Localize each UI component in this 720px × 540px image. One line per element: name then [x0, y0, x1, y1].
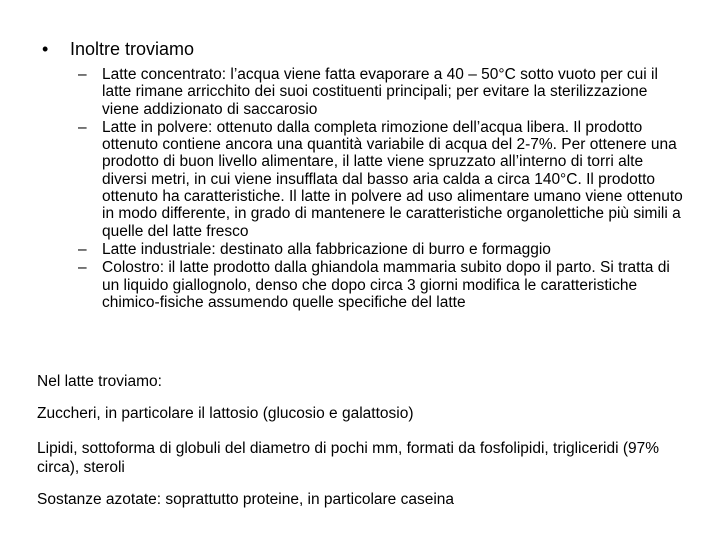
list-item-colostro [78, 259, 688, 311]
heading-text: Inoltre troviamo [70, 39, 195, 59]
dash-icon: – [78, 259, 87, 277]
list-item-latte-concentrato [78, 66, 688, 118]
list-item-text: Latte in polvere: ottenuto dalla completa rimozione dell’acqua libera. Il prodotto ottenuto contiene ancora una quantità variabile di acqua del 2-7%. Per ottenere una prodotto di buon livello alimentare, il latte viene spruzzato all’interno di torri alte diversi metri, in cui viene insufflata dal basso aria calda a circa 140°C. Il prodotto ottenuto ha caratteristiche. Il latte in polvere ad uso alimentare umano viene ottenuto in modo differente, in grado di mantenere le caratteristiche organolettiche più simili a quelle del latte fresco [102, 118, 683, 240]
paragraph-nel-latte: Nel latte troviamo: [37, 373, 162, 390]
paragraph-zuccheri: Zuccheri, in particolare il lattosio (glucosio e galattosio) [37, 405, 414, 422]
paragraph-sostanze-azotate: Sostanze azotate: soprattutto proteine, in particolare caseina [37, 491, 455, 508]
dash-icon: – [78, 118, 87, 136]
list-item-text: Latte concentrato: l’acqua viene fatta evaporare a 40 – 50°C sotto vuoto per cui il latte rimane arricchito dei suoi costituenti principali; per evitare la sterilizzazione viene addizionato di saccarosio [102, 66, 658, 118]
paragraph-lipidi: Lipidi, sottoforma di globuli del diametro di pochi mm, formati da fosfolipidi, trigliceridi (97% circa), steroli [37, 440, 659, 476]
list-item-text: Colostro: il latte prodotto dalla ghiandola mammaria subito dopo il parto. Si tratta di un liquido giallognolo, denso che dopo circa 3 giorni modifica le caratteristiche chimico-fisiche assumendo quelle specifiche del latte [102, 259, 670, 311]
list-item-latte-industriale [78, 241, 688, 258]
list-item-text: Latte industriale: destinato alla fabbricazione di burro e formaggio [102, 240, 551, 258]
sub-list [78, 66, 688, 312]
heading-bullet-item [42, 38, 194, 60]
dash-icon: – [78, 240, 87, 258]
list-item-latte-in-polvere [78, 119, 688, 240]
dash-icon: – [78, 66, 87, 83]
bullet-icon: • [42, 39, 49, 59]
